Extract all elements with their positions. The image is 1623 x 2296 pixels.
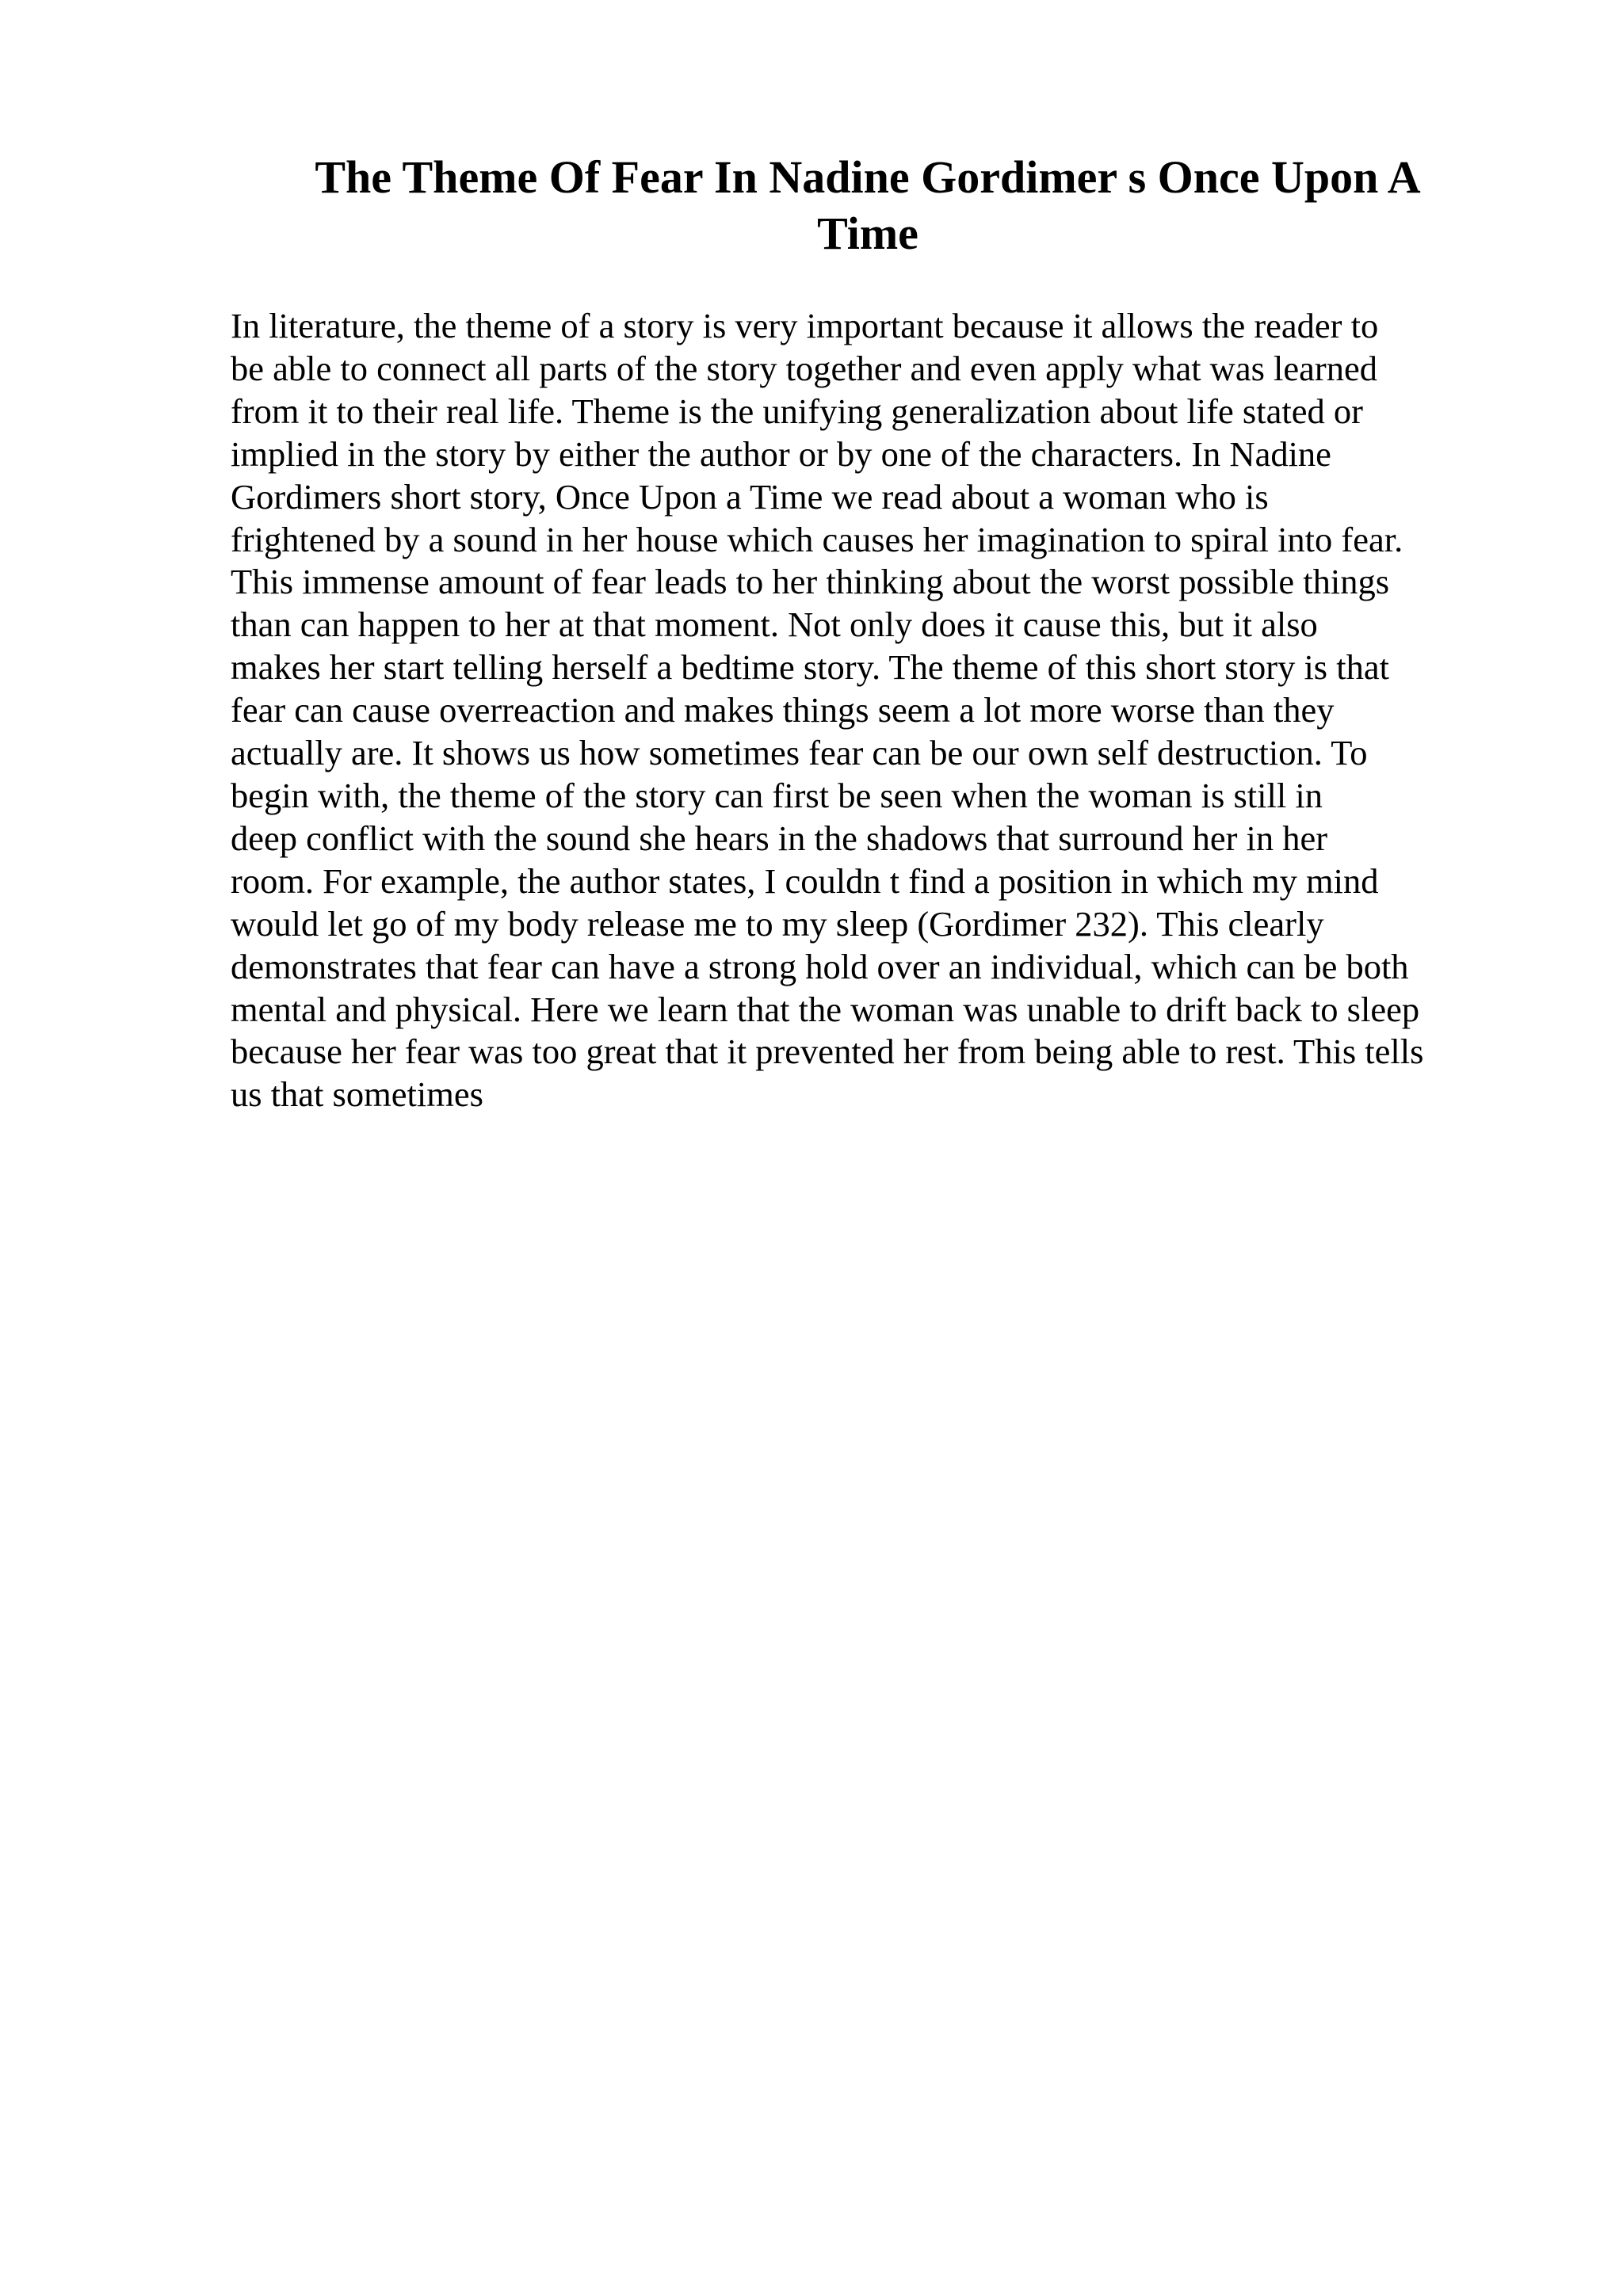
- body-line: In literature, the theme of a story is very important because it allows the reader to: [231, 306, 1379, 345]
- body-line: This immense amount of fear leads to her thinking about the worst possible things: [231, 562, 1390, 602]
- body-line: fear can cause overreaction and makes things seem a lot more worse than they: [231, 690, 1335, 730]
- title-line: The Theme Of Fear In Nadine Gordimer s Once Upon A: [315, 151, 1421, 203]
- essay-body: [231, 305, 1499, 1116]
- body-line: begin with, the theme of the story can first be seen when the woman is still in: [231, 775, 1323, 815]
- body-line: than can happen to her at that moment. Not only does it cause this, but it also: [231, 605, 1318, 645]
- body-line: room. For example, the author states, I couldn t find a position in which my mind: [231, 860, 1379, 901]
- body-line: deep conflict with the sound she hears in the shadows that surround her in her: [231, 818, 1328, 858]
- body-line: Gordimers short story, Once Upon a Time we read about a woman who is: [231, 476, 1269, 517]
- title-line: Time: [817, 208, 918, 259]
- body-line: makes her start telling herself a bedtime story. The theme of this short story is that: [231, 647, 1389, 688]
- body-line: demonstrates that fear can have a strong hold over an individual, which can be both: [231, 946, 1409, 986]
- body-line: because her fear was too great that it prevented her from being able to rest. This tells: [231, 1032, 1424, 1072]
- body-line: frightened by a sound in her house which causes her imagination to spiral into fear.: [231, 519, 1403, 559]
- body-line: would let go of my body release me to my sleep (Gordimer 232). This clearly: [231, 903, 1324, 944]
- body-line: actually are. It shows us how sometimes fear can be our own self destruction. To: [231, 733, 1368, 773]
- document-title: [238, 149, 1498, 261]
- body-line: us that sometimes: [231, 1074, 483, 1115]
- body-line: from it to their real life. Theme is the unifying generalization about life stated or: [231, 391, 1363, 431]
- body-line: be able to connect all parts of the story together and even apply what was learned: [231, 348, 1377, 388]
- body-line: implied in the story by either the author or by one of the characters. In Nadine: [231, 433, 1331, 474]
- body-line: mental and physical. Here we learn that the woman was unable to drift back to sleep: [231, 989, 1420, 1029]
